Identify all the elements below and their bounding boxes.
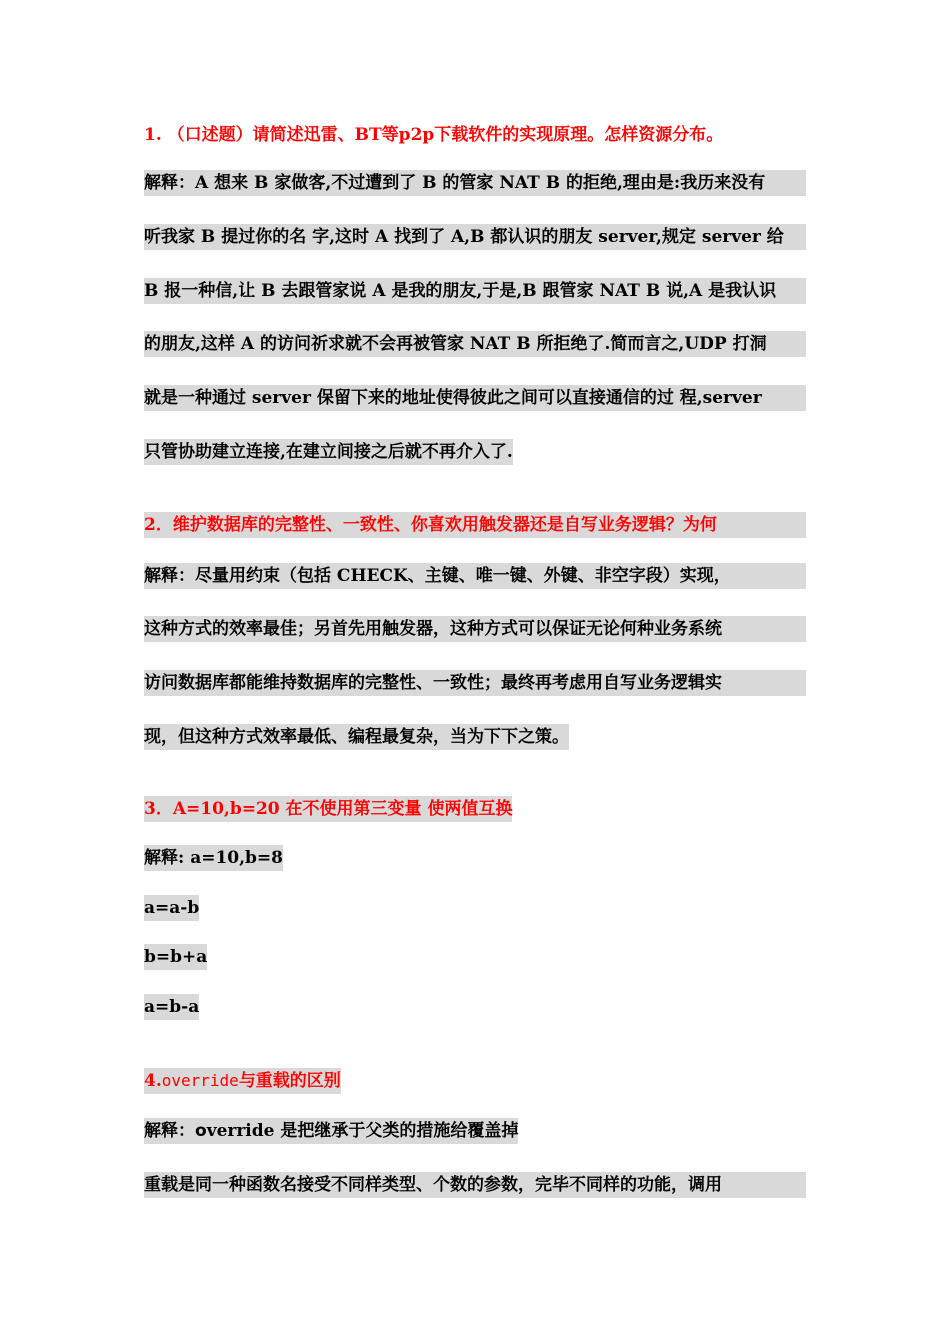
q4-answer-text: 解释：override 是把继承于父类的措施给覆盖掉 [144,1118,518,1144]
q3-title: 3．A=10,b=20 在不使用第三变量 使两值互换 [144,796,806,822]
q1-title [144,122,806,148]
q2-line-4: 现，但这种方式效率最低、编程最复杂，当为下下之策。 [144,724,806,750]
q2-line-2: 这种方式的效率最佳；另首先用触发器，这种方式可以保证无论何种业务系统 [144,616,806,642]
q3-line-1: 解释: a=10,b=8 [144,845,806,871]
q4-answer [144,1118,806,1144]
q2-line-3: 访问数据库都能维持数据库的完整性、一致性；最终再考虑用自写业务逻辑实 [144,670,806,696]
q3-line-4: a=b-a [144,994,806,1020]
q1-line-1: 解释：A 想来 B 家做客,不过遭到了 B 的管家 NAT B 的拒绝,理由是:我历来没有 [144,170,806,196]
q2-title: 2．维护数据库的完整性、一致性、你喜欢用触发器还是自写业务逻辑？为何 [144,512,806,538]
q3-line-2: a=a-b [144,895,806,921]
q2-line-1: 解释：尽量用约束（包括 CHECK、主键、唯一键、外键、非空字段）实现， [144,563,806,589]
q1-title-text: 1. （口述题）请简述迅雷、BT等p2p下载软件的实现原理。怎样资源分布。 [144,125,724,145]
q4-line-2: 重载是同一种函数名接受不同样类型、个数的参数，完毕不同样的功能，调用 [144,1172,806,1198]
q1-line-2: 听我家 B 提过你的名 字,这时 A 找到了 A,B 都认识的朋友 server,规定 server 给 [144,224,806,250]
q1-line-5: 就是一种通过 server 保留下来的地址使得彼此之间可以直接通信的过 程,server [144,385,806,411]
q3-line-3: b=b+a [144,944,806,970]
q4-title-text: 4.override与重载的区别 [144,1068,341,1094]
q1-line-3: B 报一种信,让 B 去跟管家说 A 是我的朋友,于是,B 跟管家 NAT B 说,A 是我认识 [144,278,806,304]
q1-line-4: 的朋友,这样 A 的访问祈求就不会再被管家 NAT B 所拒绝了.简而言之,UDP 打洞 [144,331,806,357]
q4-title [144,1068,806,1094]
q1-line-6: 只管协助建立连接,在建立间接之后就不再介入了. [144,439,806,465]
